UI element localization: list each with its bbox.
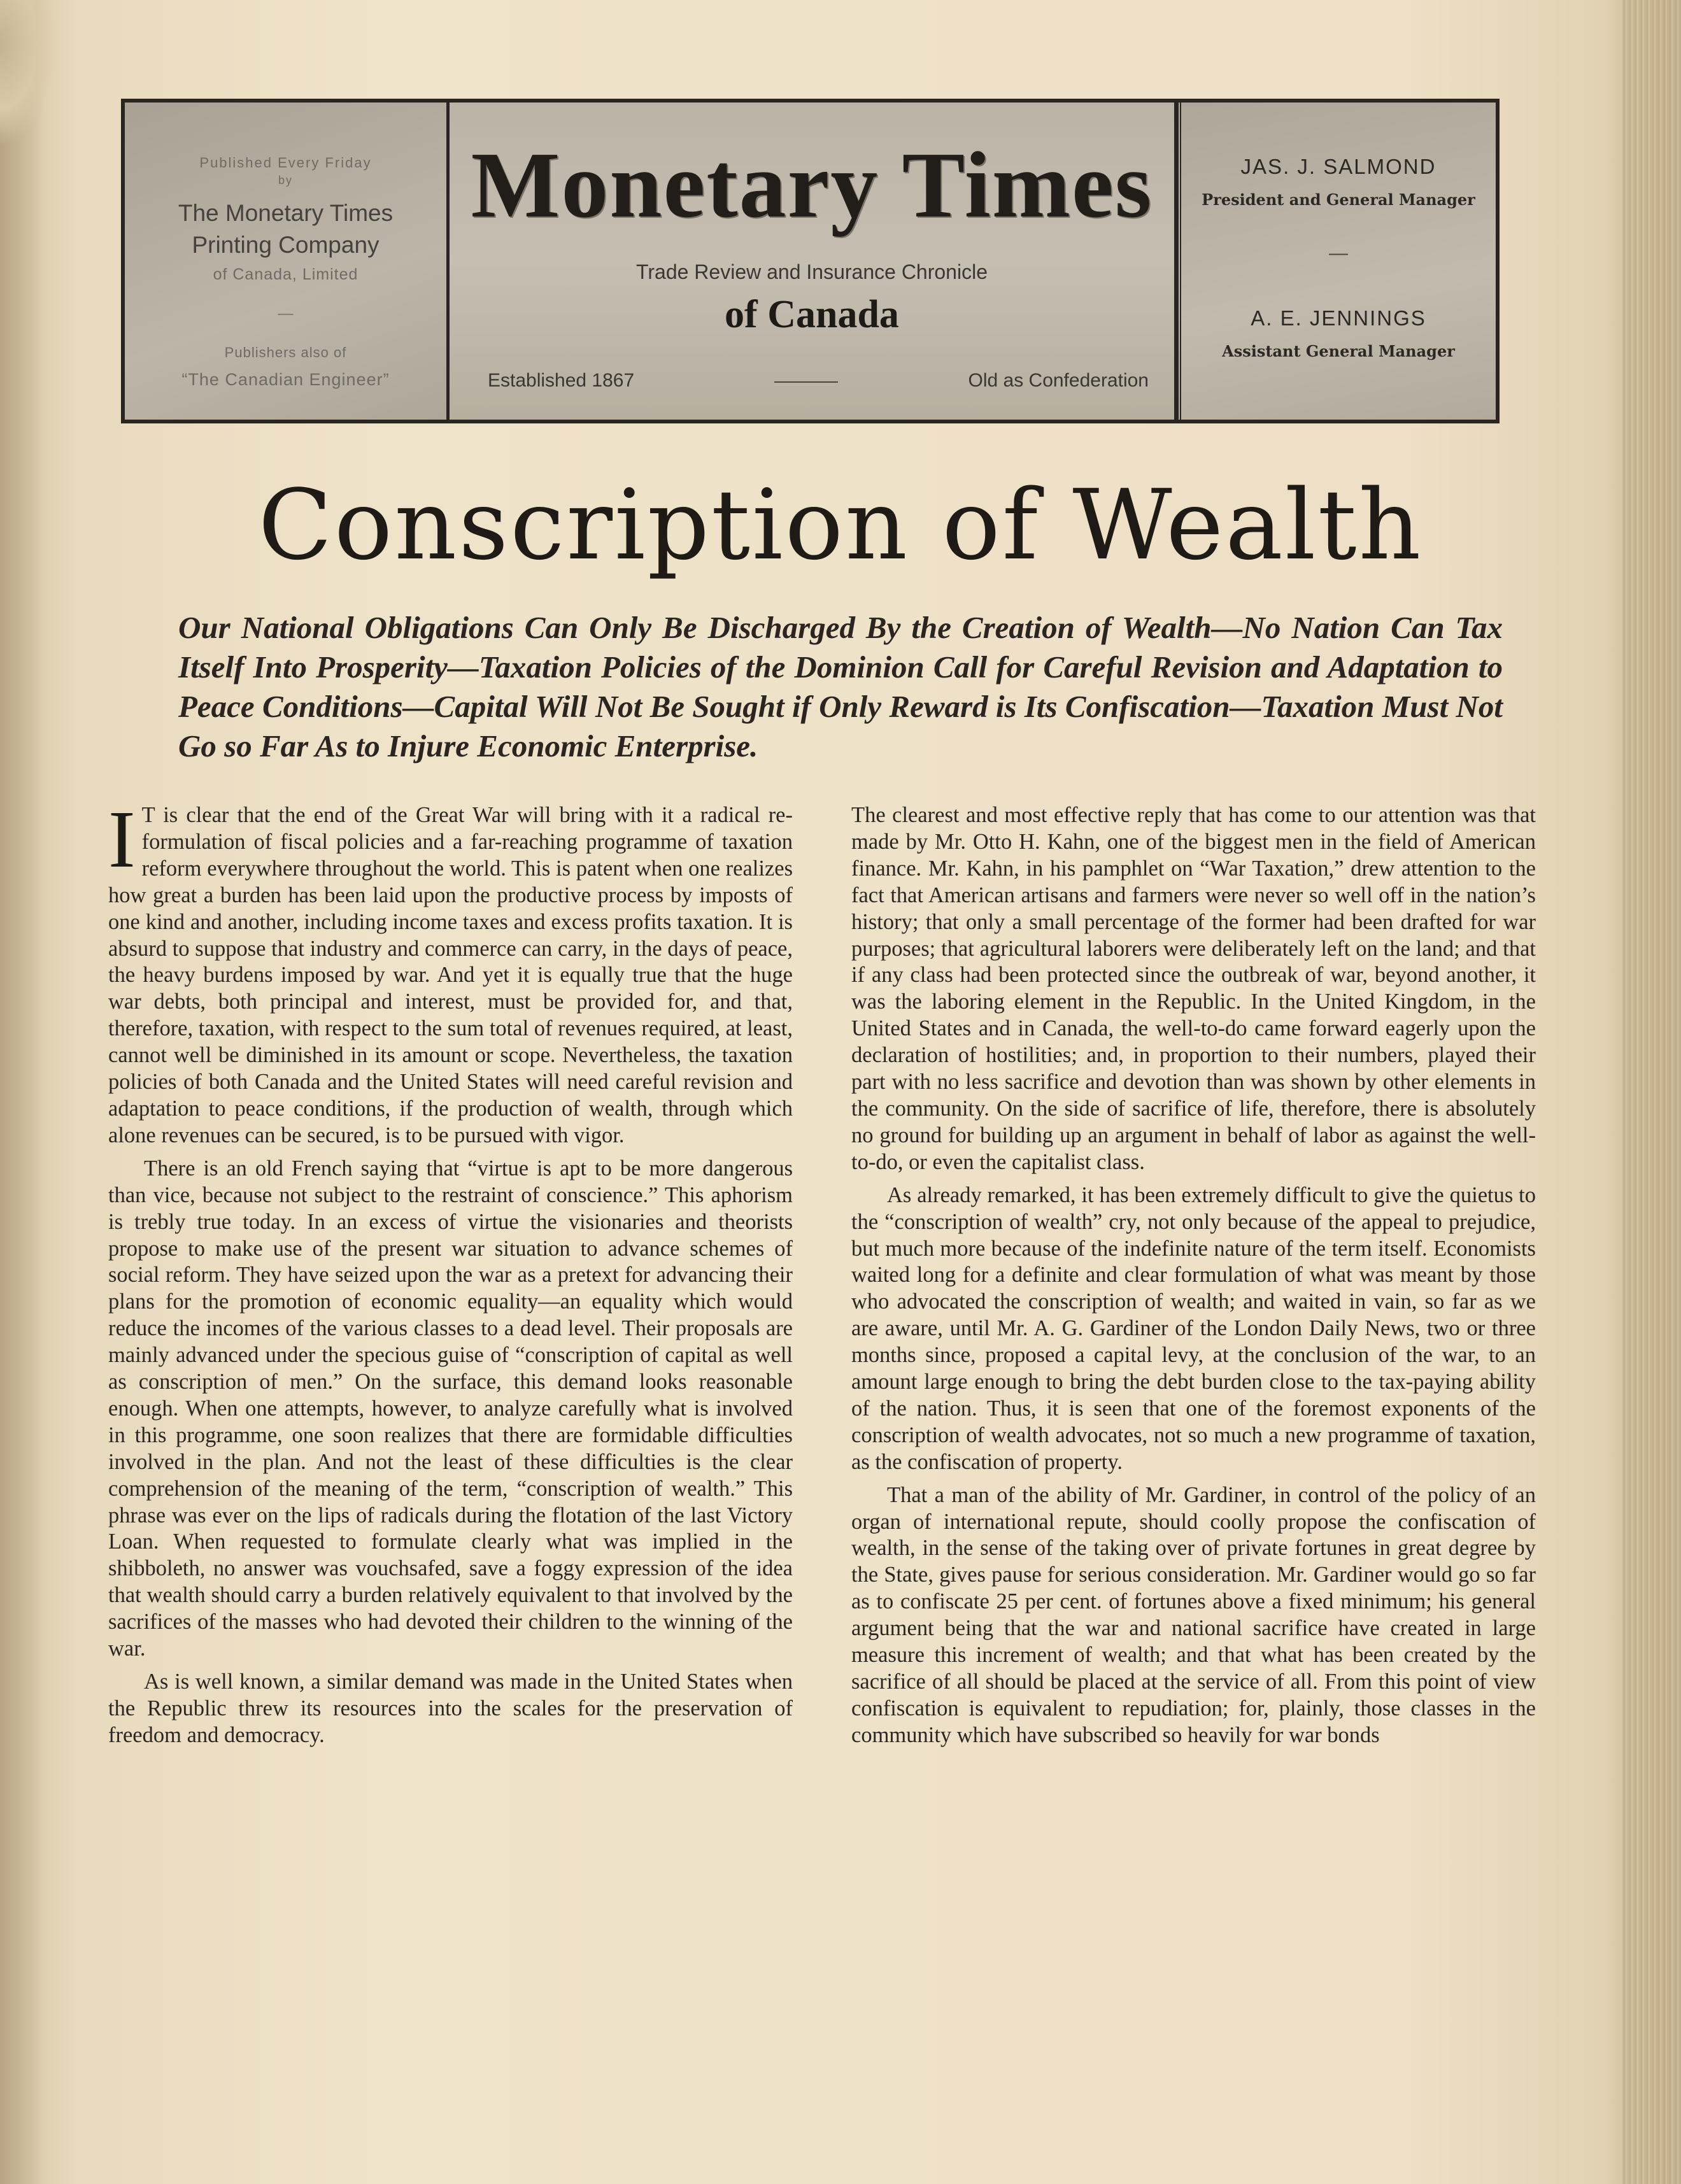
article-column-left xyxy=(108,794,793,1755)
publisher-divider: — xyxy=(278,305,294,322)
established-year: Established 1867 xyxy=(488,370,635,391)
newspaper-of-canada: of Canada xyxy=(725,293,899,336)
officers-divider: — xyxy=(1329,243,1348,264)
paragraph: There is an old French saying that “virtue is apt to be more dangerous than vice, because not subject to the restraint of conscience.” This aphorism is trebly true today. In an excess of virtue the visionaries and theorists propose to make use of the present war situation to advance schemes of social reform. They have seized upon the war as a pretext for advancing their plans for the promotion of economic equality—an equality which would reduce the incomes of the various classes to a dead level. Their proposals are mainly advanced under the specious guise of “conscription of capital as well as conscription of men.” On the surface, this demand looks reasonable enough. When one attempts, however, to analyze carefully what is involved in this programme, one soon realizes that there are formidable difficulties involved in the plan. And not the least of these difficulties is the clear comprehension of the meaning of the term, “conscription of wealth.” This phrase was ever on the lips of radicals during the flotation of the last Victory Loan. When requested to formulate clearly what was implied in the shibboleth, no answer was vouchsafed, save a foggy expression of the idea that wealth should carry a burden relatively equivalent to that involved by the sacrifices of the masses who had devoted their children to the winning of the war. xyxy=(108,1156,793,1661)
president-title: President and General Manager xyxy=(1202,190,1475,209)
binding-shadow xyxy=(0,0,45,2184)
article-headline: Conscription of Wealth xyxy=(258,469,1423,581)
page-corner-curl xyxy=(0,0,57,146)
publisher-company-line1: The Monetary Times xyxy=(178,200,394,226)
newspaper-title: Monetary Times xyxy=(471,133,1153,238)
publishers-also-of: Publishers also of xyxy=(224,344,347,360)
published-by: by xyxy=(278,174,293,187)
published-every-friday: Published Every Friday xyxy=(199,155,372,171)
assistant-manager-name: A. E. JENNINGS xyxy=(1251,306,1426,330)
masthead-center-rule xyxy=(774,381,838,383)
old-as-confederation: Old as Confederation xyxy=(968,370,1149,391)
paragraph-text: T is clear that the end of the Great War will bring with it a radical re-formulation of fiscal policies and a far-reaching programme of taxation reform everywhere throughout the world. This is patent when one realizes how great a burden has been laid upon the productive process by imposts of one kind and another, including income taxes and excess profits taxation. It is absurd to suppose that industry and commerce can carry, in the days of peace, the heavy burdens imposed by war. And yet it is equally true that the huge war debts, both principal and interest, must be provided for, and that, therefore, taxation, with respect to the sum total of revenues required, at least, cannot well be diminished in its amount or scope. Nevertheless, the taxation policies of both Canada and the United States will need careful revision and adaptation to peace conditions, if the production of wealth, through which alone revenues can be secured, is to be pursued with vigor. xyxy=(108,803,793,1147)
masthead xyxy=(121,99,1500,423)
publisher-company-line3: of Canada, Limited xyxy=(213,266,358,283)
masthead-publisher-box xyxy=(125,103,450,420)
article-column-right xyxy=(851,802,1536,1755)
president-name: JAS. J. SALMOND xyxy=(1240,155,1436,178)
paragraph: As already remarked, it has been extremely difficult to give the quietus to the “conscription of wealth” cry, not only because of the appeal to prejudice, but much more because of the indefinite nature of the term itself. Economists waited long for a definite and clear formulation of what was meant by those who advocated the conscription of wealth; and waited in vain, so far as we are aware, until Mr. A. G. Gardiner of the London Daily News, two or three months since, proposed a capital levy, at the conclusion of the war, to an amount large enough to bring the debt burden close to the tax-paying ability of the nation. Thus, it is seen that one of the foremost exponents of the conscription of wealth advocates, not so much a new programme of taxation, as the confiscation of property. xyxy=(851,1182,1536,1474)
masthead-title-box xyxy=(450,103,1177,420)
paragraph: As is well known, a similar demand was made in the United States when the Republic threw its resources into the scales for the preservation of freedom and democracy. xyxy=(108,1670,793,1747)
newspaper-subtitle: Trade Review and Insurance Chronicle xyxy=(636,260,988,283)
publisher-company-line2: Printing Company xyxy=(192,232,379,258)
canadian-engineer-label: “The Canadian Engineer” xyxy=(181,370,390,389)
drop-cap: I xyxy=(108,794,136,884)
masthead-officers-box xyxy=(1177,103,1496,420)
assistant-manager-title: Assistant General Manager xyxy=(1222,342,1455,360)
paragraph: The clearest and most effective reply that has come to our attention was that made by Mr. Otto H. Kahn, one of the biggest men in the field of American finance. Mr. Kahn, in his pamphlet on “War Taxation,” drew attention to the fact that American artisans and farmers were never so well off in the nation’s history; that only a small percentage of the former had been drafted for war purposes; that agricultural laborers were deliberately left on the land; and that if any class had been protected since the outbreak of war, beyond another, it was the laboring element in the Republic. In the United Kingdom, in the United States and in Canada, the well-to-do came forward eagerly upon the declaration of hostilities; and, in proportion to their numbers, played their part with no less sacrifice and devotion than was shown by other elements in the community. On the side of sacrifice of life, therefore, there is absolutely no ground for building up an argument in behalf of labor as against the well-to-do, or even the capitalist class. xyxy=(851,803,1536,1174)
article-deck: Our National Obligations Can Only Be Discharged By the Creation of Wealth—No Nation Can Tax Itself Into Prosperity—Taxation Policies of the Dominion Call for Careful Revision and Adaptation to Peace Conditions—Capital Will Not Be Sought if Only Reward is Its Confiscation—Taxation Must Not Go so Far As to Injure Economic Enterprise. xyxy=(178,610,1503,763)
paragraph: That a man of the ability of Mr. Gardiner, in control of the policy of an organ of international repute, should coolly propose the confiscation of wealth, in the sense of the taking over of private fortunes in great degree by the State, gives pause for serious consideration. Mr. Gardiner would go so far as to confiscate 25 per cent. of fortunes above a fixed minimum; his general argument being that the war and national sacrifice have created in large measure this increment of wealth; and that what has been created by the sacrifice of all should be placed at the service of all. From this point of view confiscation is equivalent to repudiation; for, plainly, those classes in the community which have subscribed so heavily for war bonds xyxy=(851,1482,1536,1747)
page-stack-edge xyxy=(1622,0,1681,2184)
paragraph xyxy=(108,794,793,1149)
